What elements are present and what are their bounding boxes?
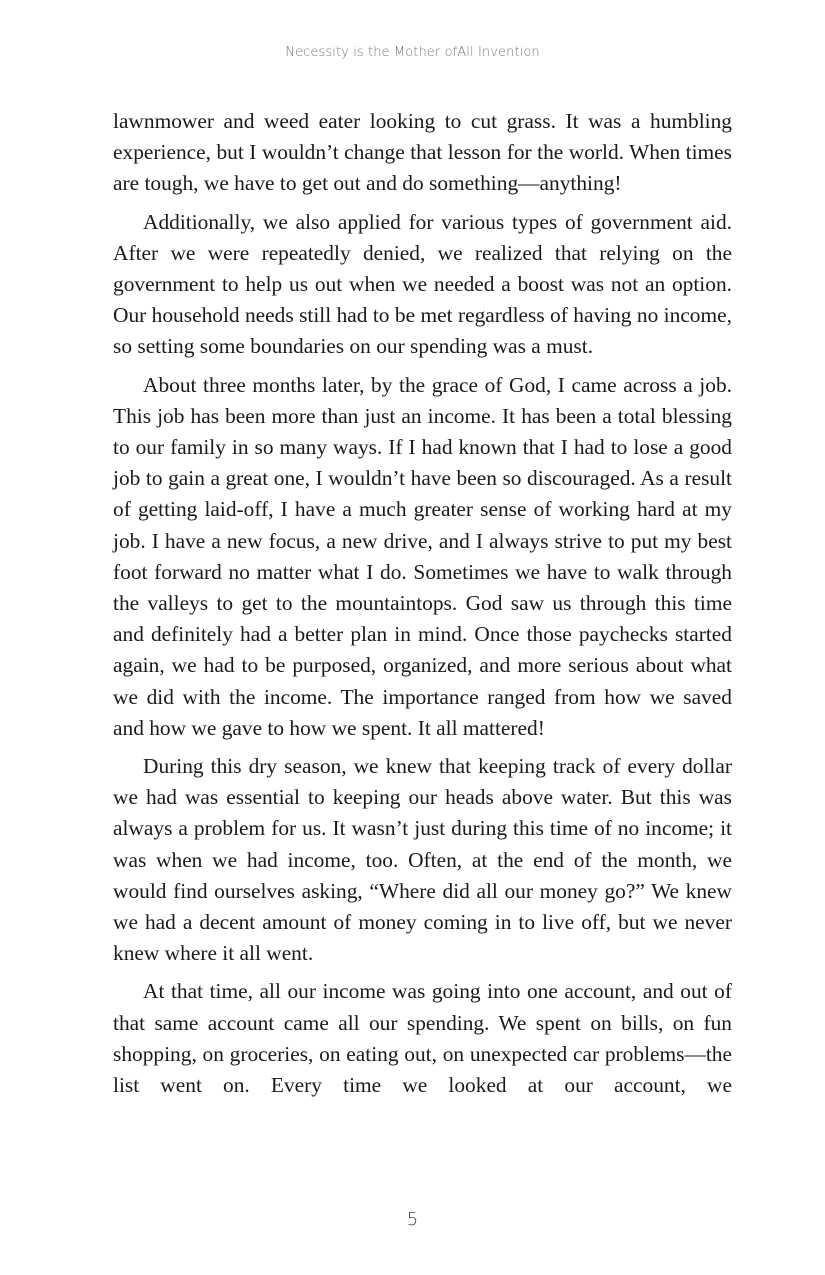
paragraph-continued: lawnmower and weed eater looking to cut grass. It was a humbling experience, but I wouldn’t change that lesson for the world. When times are tough, we have to get out and do something—anything!	[113, 109, 732, 196]
paragraph: During this dry season, we knew that keeping track of every dollar we had was essential to keeping our heads above water. But this was always a problem for us. It wasn’t just during this time of no income; it was when we had income, too. Often, at the end of the month, we would find ourselves asking, “Where did all our money go?” We knew we had a decent amount of money coming in to live off, but we never knew where it all went.	[113, 754, 732, 966]
body-text	[113, 106, 732, 1108]
paragraph: Additionally, we also applied for various types of government aid. After we were repeatedly denied, we realized that relying on the government to help us out when we needed a boost was not an option. Our household needs still had to be met regardless of having no income, so setting some boundaries on our spending was a must.	[113, 209, 732, 359]
paragraph: About three months later, by the grace of God, I came across a job. This job has been more than just an income. It has been a total blessing to our family in so many ways. If I had known that I had to lose a good job to gain a great one, I wouldn’t have been so discouraged. As a result of getting laid-off, I have a much greater sense of working hard at my job. I have a new focus, a new drive, and I always strive to put my best foot forward no matter what I do. Sometimes we have to walk through the valleys to get to the mountaintops. God saw us through this time and definitely had a better plan in mind. Once those paychecks started again, we had to be purposed, organized, and more serious about what we did with the income. The importance ranged from how we saved and how we gave to how we spent. It all mattered!	[113, 372, 732, 740]
paragraph-continues: At that time, all our income was going into one account, and out of that same account came all our spending. We spent on bills, on fun shopping, on groceries, on eating out, on unexpected car problems—the list went on. Every time we looked at our account, we	[113, 979, 732, 1098]
running-head: Necessity is the Mother ofAll Invention	[285, 45, 540, 60]
page-number: 5	[406, 1209, 419, 1230]
